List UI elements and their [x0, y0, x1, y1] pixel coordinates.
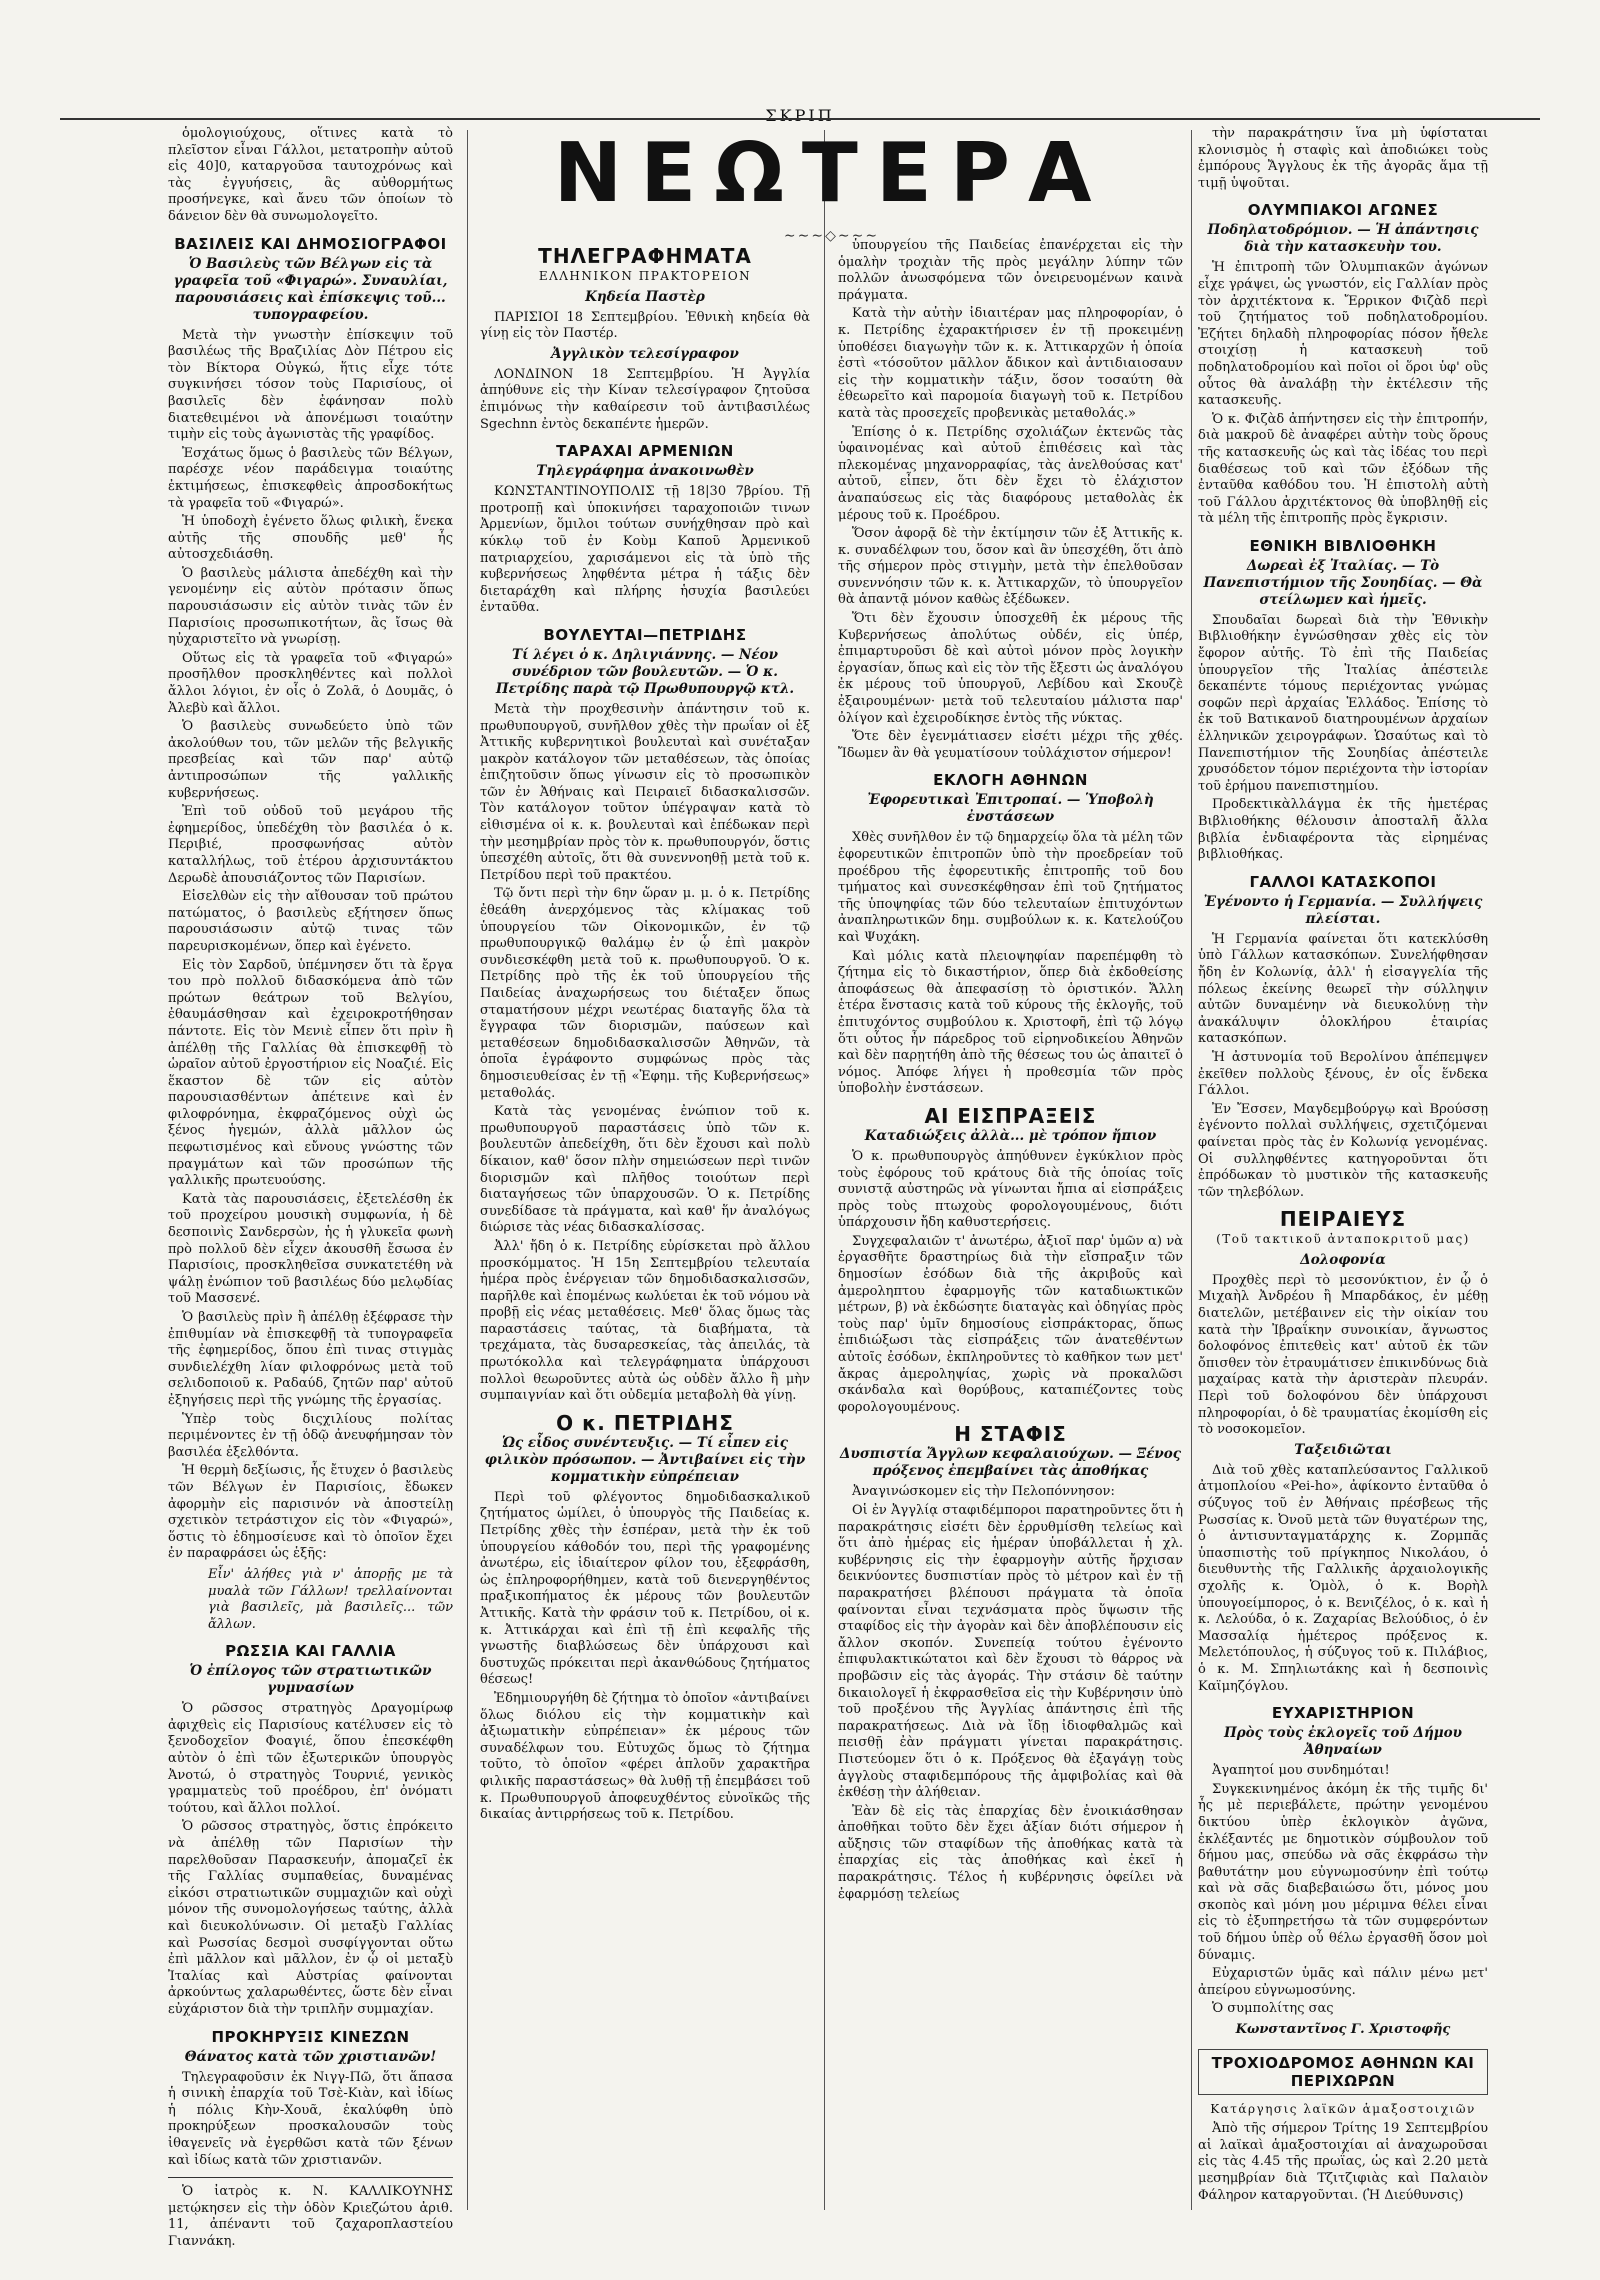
section-subtitle: Πρὸς τοὺς ἐκλογεῖς τοῦ Δήμου Ἀθηναίων	[1223, 1725, 1463, 1759]
paragraph: Κατὰ τὴν αὐτὴν ἰδιαιτέραν μας πληροφορίαν, ὁ κ. Πετρίδης ἐχαρακτήρισεν ἐν τῇ προκειμένῃ ὑποθέσει διαγωγὴν τῶν κ. κ. Ἀττικαρχῶν ἡ ὁποία ἐστὶ «τόσοῦτον μᾶλλον ἄδικον καὶ ἀντιδιαιοσαυν εἰς τὴν κομματικὴν τάξιν, ὅσον τοσαύτη θὰ ἐθεωρεῖτο καὶ παρομοία διαγωγὴ τοῦ κ. Πετρίδου κατὰ τὰς προσεχεῖς προβενικὰς μεταθολάς.»	[838, 306, 1183, 421]
paragraph: τὴν παρακράτησιν ἵνα μὴ ὑφίσταται κλονισμὸς ἡ σταφὶς καὶ ἀποδιώκει τοὺς ἐμπόρους Ἄγγλους ἐκ τῆς ἀγορᾶς ἅμα τῇ τιμῇ ὑψοῦται.	[1198, 126, 1488, 191]
paragraph: ΛΟΝΔΙΝΟΝ 18 Σεπτεμβρίου. Ἡ Ἀγγλία ἀπηύθυνε εἰς τὴν Κίναν τελεσίγραφον ζητοῦσα ἐπιμόνως τὴν καθαίρεσιν τοῦ ἀντιβασιλέως Sgechnn ἐντὸς δεκαπέντε ἡμερῶν.	[480, 366, 810, 432]
paragraph: Ἀναγινώσκομεν εἰς τὴν Πελοπόννησον:	[852, 1484, 1115, 1500]
paragraph: Συγκεκινημένος ἀκόμη ἐκ τῆς τιμῆς δι' ἧς μὲ περιεβάλετε, πρώτην γενομένου δικτύου ὑπὲρ ἐκλογικὸν ἀγῶνα, ἐκλέξαντές με δημοτικὸν σύμβουλον τοῦ δήμου μας, σπεύδω νὰ σᾶς ἐκφράσω τὴν βαθυτάτην μου εὐγνωμοσύνην ἐπὶ τούτῳ καὶ νὰ σᾶς διαβεβαιώσω ὅτι, μόνος μου σκοπὸς καὶ μόνη μου μέριμνα θέλει εἶναι εἰς τὸ ἐξυπηρετήσω τὰ τῶν συμφερόντων τοῦ δήμου ὑπὲρ οὗ θέλω ἐργασθῆ ὅσον μοὶ δύναμις.	[1198, 1781, 1488, 1963]
notice	[168, 2177, 453, 2250]
section-subtitle: Τί λέγει ὁ κ. Δηλιγιάννης. — Νέον συνέδριον τῶν βουλευτῶν. — Ὁ κ. Πετρίδης παρὰ τῷ Πρωθυπουργῷ κτλ.	[495, 646, 795, 697]
top-rule	[60, 118, 1540, 120]
item-heading: Δολοφονία	[1300, 1251, 1386, 1268]
section-title: ΒΑΣΙΛΕΙΣ ΚΑΙ ΔΗΜΟΣΙΟΓΡΑΦΟΙ	[174, 234, 447, 253]
item-heading: Ταξειδιῶται	[1294, 1441, 1392, 1458]
paragraph: Ὁ ρῶσσος στρατηγὸς Δραγομίρωφ ἀφιχθεὶς εἰς Παρισίους κατέλυσεν εἰς τὸ ξενοδοχεῖον Φοαγιέ, ὅπου ἐπεσκέφθη αὐτὸν ὁ ἐπὶ τῶν ἐξωτερικῶν ὑπουργὸς Ἀνοτώ, ὁ στρατηγὸς Τουρνιέ, γενικὸς γραμματεὺς τοῦ προέδρου, ἐπ' ὀνόματι τούτου, καὶ ἄλλοι πολλοί.	[168, 1701, 453, 1816]
paragraph: Ὁ συμπολίτης σας	[1212, 2001, 1334, 2017]
section-title: Η ΣΤΑΦΙΣ	[954, 1422, 1067, 1447]
section-subtitle: Ὁ ἐπίλογος τῶν στρατιωτικῶν γυμνασίων	[189, 1663, 432, 1697]
paragraph: Ἀπὸ τῆς σήμερον Τρίτης 19 Σεπτεμβρίου αἱ λαϊκαὶ ἁμαξοστοιχίαι αἱ ἀναχωροῦσαι εἰς τὰς 4.45 τῆς πρωΐας, ὡς καὶ 2.20 μετὰ μεσημβρίαν διὰ Τζιτζιφιὰς καὶ Παλαιὸν Φάληρον καταργοῦνται. (Ἡ Διεύθυνσις)	[1198, 2121, 1488, 2203]
section-subtitle: Ἐγένοντο ἡ Γερμανία. — Συλλήψεις πλείσται.	[1203, 893, 1483, 927]
paragraph: Κατὰ τὰς παρουσιάσεις, ἐξετελέσθη ἐκ τοῦ προχείρου μουσικὴ συμφωνία, ἡ δὲ δεσποινὶς Σανδερσὼν, ἡς ἡ γλυκεῖα φωνὴ πρὸ πολλοῦ δὲν εἶχεν ἀκουσθῆ ἔσωσα ἐν Παρισίοις, προσκληθεῖσα συνκατετέθη νὰ ψάλῃ ἐνώπιον τοῦ βασιλέως δύο μελῳδίας τοῦ Μασσενέ.	[168, 1191, 453, 1307]
paragraph: Χθὲς συνῆλθον ἐν τῷ δημαρχείῳ ὅλα τὰ μέλη τῶν ἐφορευτικῶν ἐπιτροπῶν ὑπὸ τὴν προεδρείαν τοῦ προέδρου τῆς ἐφορευτικῆς ἐπιτροπῆς τοῦ δου τμήματος καὶ συνεσκέφθησαν ἐπὶ τοῦ ζητήματος τῆς ὑποψηφίας τῶν δύο τελευταίων ἐπιτυχόντων ἀναπληρωτικῶν δημ. συμβούλων κ. κ. Κατελούζου καὶ Ψυχάκη.	[838, 830, 1183, 945]
section-subtitle: ΕΛΛΗΝΙΚΟΝ ΠΡΑΚΤΟΡΕΙΟΝ	[538, 269, 752, 283]
section-subtitle: Κατάργησις λαϊκῶν ἁμαξοστοιχιῶν	[1210, 2101, 1476, 2116]
paragraph: Καὶ μόλις κατὰ πλειοψηφίαν παρεπέμφθη τὸ ζήτημα εἰς τὸ δικαστήριον, ὅπερ διὰ ἐκδοθείσης ἀποφάσεως θὰ ἀπεφασίσῃ τὸ ὁριστικόν. Ἄλλη ἑτέρα ἔνστασις κατὰ τοῦ κύρους τῆς ἐκλογῆς, τοῦ ἐπιτυχόντος συμβούλου κ. Χριστοφῆ, ἐπὶ τῷ λόγῳ ὅτι οὗτος ἦν πάρεδρος τοῦ εἰρηνοδικείου Ἀθηνῶν καὶ δὲν παρῃτήθη ἀπὸ τῆς θέσεως του ὡς ἀπαιτεῖ ὁ νόμος. Ἀπόφε λήγει ἡ προθεσμία τῶν πρὸς ὑποβολὴν ἐνστάσεων.	[838, 948, 1183, 1097]
masthead-title: ΝΕΩΤΕΡΑ	[553, 126, 1110, 221]
section-subtitle: Τηλεγράφημα ἀνακοινωθὲν	[536, 463, 754, 480]
section-subtitle: Ὡς εἶδος συνέντευξις. — Τί εἶπεν εἰς φιλικὸν πρόσωπον. — Ἀντιβαίνει εἰς τὴν κομματικὴν εὐπρέπειαν	[484, 1434, 806, 1485]
paragraph: Ἡ ὑποδοχὴ ἐγένετο ὅλως φιλικὴ, ἕνεκα αὐτῆς τῆς σπουδῆς μεθ' ἧς αὐτοσχεδιάσθη.	[168, 514, 453, 563]
item-heading: Κηδεία Παστὲρ	[585, 288, 705, 305]
paragraph: Ἡ Γερμανία φαίνεται ὅτι κατεκλύσθη ὑπὸ Γάλλων κατασκόπων. Συνελήφθησαν ἤδη ἐν Κολωνίᾳ, ἀλλ' ἡ εἰσαγγελία τῆς πόλεως ἐκείνης θεωρεῖ τὴν σύλληψιν αὐτῶν δυναμένην νὰ διευκολύνῃ τὴν ἀνακάλυψιν ὁλοκλήρου ἑταιρίας κατασκόπων.	[1198, 931, 1488, 1047]
ornament: ∼∼∼◇∼∼∼	[783, 228, 880, 244]
paragraph: Ἐὰν δὲ εἰς τὰς ἐπαρχίας δὲν ἐνοικιάσθησαν ἀποθῆκαι τοῦτο δὲν ἔχει ἀξίαν διότι σήμερον ἡ αὔξησις τῶν σταφίδων τῆς ἀποθήκας κατὰ τὰ ἐπαρχίας εἰς τὰς ἀποθήκας καὶ ἐκεῖ ἡ παρακράτησις. Τέλος ἡ κυβέρνησις ὀφείλει νὰ ἐφαρμόσῃ τελείως	[838, 1803, 1183, 1902]
paragraph: Ὁ βασιλεὺς συνωδεύετο ὑπὸ τῶν ἀκολούθων του, τῶν μελῶν τῆς βελγικῆς πρεσβείας καὶ τῶν παρ' αὐτῷ ἀντιπροσώπων τῆς γαλλικῆς κυβερνήσεως.	[168, 719, 453, 801]
section-subtitle: Ποδηλατοδρόμιον. — Ἡ ἀπάντησις διὰ τὴν κατασκευὴν του.	[1207, 222, 1479, 256]
paragraph: ΠΑΡΙΣΙΟΙ 18 Σεπτεμβρίου. Ἐθνικὴ κηδεία θὰ γίνῃ εἰς τὸν Παστέρ.	[480, 309, 810, 342]
paragraph: ΚΩΝΣΤΑΝΤΙΝΟΥΠΟΛΙΣ τῇ 18|30 7βρίου. Τῇ προτροπῇ καὶ ὑποκινήσει ταραχοποιῶν τινων Ἀρμενίων, ὅμιλοι τούτων συνήχθησαν πρὸ καὶ κύκλῳ τοῦ ἐν Κοὺμ Καποῦ Ἀρμενικοῦ πατριαρχείου, χαρισάμενοι εἰς τὰ ὑπὸ τῆς κυβερνήσεως ληφθέντα μέτρα ἡ τάξις δὲν διεταράχθη καὶ πλήρης ἡσυχία βασιλεύει ἐνταῦθα.	[480, 484, 810, 616]
paragraph: Διὰ τοῦ χθὲς καταπλεύσαντος Γαλλικοῦ ἀτμοπλοίου «Pei-ho», ἀφίκοντο ἐνταῦθα ὁ σύζυγος τοῦ ἐν Ἀθήναις πρέσβεως τῆς Ρωσσίας κ. Ὀνοῦ μετὰ τῶν θυγατέρων της, ὁ ἀντισυνταγματάρχης κ. Ζορμπᾶς ὑπασπιστὴς τοῦ πρίγκηπος Νικολάου, ὁ διευθυντὴς τῆς Γαλλικῆς ἀρχαιολογικῆς σχολῆς κ. Ὁμὸλ, ὁ κ. Βορὴλ ὑπουγοείμπορος, ὁ κ. Βενιζέλος, ὁ κ. καὶ ἡ κ. Λελούδα, ὁ κ. Ζαχαρίας Βελούδιος, ὁ ἐν Μασσαλίᾳ ἡμέτερος πρόξενος κ. Μελετόπουλος, ἡ σύζυγος τοῦ κ. Πιλάβιος, ὁ κ. Μ. Σπηλιωτάκης καὶ ἡ δεσποινὶς Καϊμηζόγλου.	[1198, 1462, 1488, 1694]
paragraph: Προδεκτικὰλλάγμα ἐκ τῆς ἡμετέρας Βιβλιοθήκης θέλουσιν ἀποσταλῆ ἄλλα βιβλία ἐνδιαφέροντα τὰς εἰρημένας βιβλιοθήκας.	[1198, 797, 1488, 863]
section-title: Ο κ. ΠΕΤΡΙΔΗΣ	[556, 1410, 734, 1435]
section-title: ΒΟΥΛΕΥΤΑΙ—ΠΕΤΡΙΔΗΣ	[543, 625, 747, 644]
column-rule	[1191, 130, 1192, 2210]
paragraph: Ἡ ἐπιτροπὴ τῶν Ὀλυμπιακῶν ἀγώνων εἶχε γράψει, ὡς γνωστόν, εἰς Γαλλίαν πρὸς τὸν ἀρχιτέκτονα κ. Ἔρρικον Φιζὰδ περὶ τοῦ ζητήματος τοῦ ποδηλατοδρομίου. Ἐζήτει δηλαδὴ πληροφορίας πόσον ἤθελε στοιχίσῃ ἡ κατασκευὴ τοῦ ποδηλατοδρομίου καὶ ποῖοι οἱ ὅροι ὑφ' οὓς οὗτος θὰ ἀναλάβῃ τὴν ἐκτέλεσιν τῆς κατασκευῆς.	[1198, 260, 1488, 409]
paragraph: Ὅσον ἀφορᾷ δὲ τὴν ἐκτίμησιν τῶν ἐξ Ἀττικῆς κ. κ. συναδέλφων του, ὅσον καὶ ἂν ὑπεσχέθη, ὅτι ἀπὸ τῆς σήμερον πρὸς στιγμὴν, μετὰ τὴν ἐπελθοῦσαν συνεννόησιν τῶν κ. κ. Ἀττικαρχῶν, τὸ ὑπουργεῖον θὰ ἀπαντᾷ μόνον καθὼς ἐξέδωκεν.	[838, 526, 1183, 608]
item-heading: Ἀγγλικὸν τελεσίγραφον	[551, 345, 739, 362]
paragraph: Ὁ ρῶσσος στρατηγὸς, ὅστις ἐπρόκειτο νὰ ἀπέλθῃ τῶν Παρισίων τὴν παρελθοῦσαν Παρασκευήν, ἀπομαζεῖ ἐκ τῆς Γαλλίας συμπαθείας, δυναμένας εἰκόσι στρατιωτικῶν συμμαχιῶν καὶ οὐχὶ μόνον τῆς συνομολογήσεως ταύτης, ἀλλὰ καὶ διευκολύνωσιν. Οἱ μεταξὺ Γαλλίας καὶ Ρωσσίας δεσμοὶ συσφίγγονται οὕτω ἐπὶ μᾶλλον καὶ μᾶλλον, ἐν ᾧ οἱ μεταξὺ Ἰταλίας καὶ Αὐστρίας φαίνονται ἀρκούντως χαλαρωθέντες, ὥστε δὲν εἶναι εὐχάριστον διὰ τὴν τριπλῆν συμμαχίαν.	[168, 1819, 453, 2017]
paragraph: Ἐδημιουργήθη δὲ ζήτημα τὸ ὁποῖον «ἀντιβαίνει ὅλως διόλου εἰς τὴν κομματικὴν καὶ ἀξιωματικὴν εὐπρέπειαν» ἐκ μέρους τῶν συναδέλφων του. Εὐτυχῶς ὅμως τὸ ζήτημα τοῦτο, τὸ ὁποῖον «φέρει ἁπλοῦν χαρακτῆρα φιλικῆς παραστάσεως» θὰ λυθῇ τῇ ἐπεμβάσει τοῦ κ. Πρωθυπουργοῦ ἀποφευχθέντος εὐνοϊκῶς τῆς δικαίας ἀντιρρήσεως τοῦ κ. Πετρίδου.	[480, 1690, 810, 1823]
section-subtitle: Καταδιώξεις ἀλλὰ... μὲ τρόπον ἤπιον	[864, 1127, 1157, 1144]
column-1	[168, 126, 453, 2249]
section-title: ΡΩΣΣΙΑ ΚΑΙ ΓΑΛΛΙΑ	[225, 1642, 396, 1661]
signature: Κωνσταντῖνος Γ. Χριστοφῆς	[1235, 2022, 1451, 2038]
section-title: ΕΘΝΙΚΗ ΒΙΒΛΙΟΘΗΚΗ	[1249, 536, 1437, 555]
section-subtitle: Ὁ Βασιλεὺς τῶν Βέλγων εἰς τὰ γραφεῖα τοῦ «Φιγαρώ». Συναυλίαι, παρουσιάσεις καὶ ἐπίσκεψις τοῦ... τυπογραφείου.	[173, 255, 448, 323]
paragraph: Εὐχαριστῶν ὑμᾶς καὶ πάλιν μένω μετ' ἀπείρου εὐγνωμοσύνης.	[1198, 1966, 1488, 1998]
column-rule	[824, 130, 825, 2210]
paragraph: Τῷ ὄντι περὶ τὴν 6ην ὥραν μ. μ. ὁ κ. Πετρίδης ἐθεάθη ἀνερχόμενος τὰς κλίμακας τοῦ ὑπουργείου τῶν Οἰκονομικῶν, ἐν τῷ πρωθυπουργικῷ θαλάμῳ ἐν ᾧ ἐπὶ μακρὸν συνδιεσκέφθη μετὰ τοῦ κ. πρωθυπουργοῦ. Ὁ κ. Πετρίδης πρὸ τῆς ἐκ τοῦ ὑπουργείου τῆς Παιδείας ἀναχωρήσεως του διέταξεν ὅπως σταματήσουν μέχρι νεωτέρας διαταγῆς ὅλα τὰ ἔγγραφα τῶν διορισμῶν, παύσεων καὶ μεταθέσεων δημοδιδασκαλισσῶν Ἀθηνῶν, τὰ ὁποῖα ἐγράφοντο συμφώνως πρὸς τὰς δημοσιευθείσας ἐν τῇ «Ἐφημ. τῆς Κυβερνήσεως» μεταθολάς.	[480, 886, 810, 1101]
section-title: ΕΥΧΑΡΙΣΤΗΡΙΟΝ	[1271, 1704, 1415, 1723]
paragraph: Μετὰ τὴν προχθεσινὴν ἀπάντησιν τοῦ κ. πρωθυπουργοῦ, συνῆλθον χθὲς τὴν πρωΐαν οἱ ἐξ Ἀττικῆς κυβερνητικοὶ βουλευταὶ καὶ συνέταξαν μακρὸν κατάλογον τῶν μεταθέσεων, τὰς ὁποίας ἐπιζητοῦσιν ὅπως γίνωσιν εἰς τὸ προσωπικὸν τῶν ἐν Ἀθήναις καὶ Πειραιεῖ διδασκαλισσῶν. Τὸν κατάλογον τοῦτον ὑπέγραψαν κατὰ τὸ εἰθισμένα οἱ κ. κ. βουλευταὶ καὶ ἐπέδωκαν περὶ τὴν μεσημβρίαν πρὸς τὸν κ. πρωθυπουργόν, ὅστις ὑπεσχέθη αὐτοῖς, ὅτι θὰ συνεννοηθῇ μετὰ τοῦ κ. Πετρίδου περὶ τοῦ πρακτέου.	[480, 701, 810, 883]
section-subtitle: (Τοῦ τακτικοῦ ἀνταποκριτοῦ μας)	[1216, 1232, 1470, 1247]
paragraph: Περὶ τοῦ φλέγοντος δημοδιδασκαλικοῦ ζητήματος ὡμίλει, ὁ ὑπουργὸς τῆς Παιδείας κ. Πετρίδης χθὲς τὴν ἑσπέραν, μετὰ τὴν ἐκ τοῦ ὑπουργείου κάθοδόν του, περὶ τῆς γραφομένης ἀνωτέρω, εἰς ἰδιαίτερον φίλον του, ἐξεφράσθη, ὡς ἐπληροφορήθημεν, κατὰ τοῦ διενεργηθέντος πραξικοπήματος ἐκ μέρους τῶν βουλευτῶν Ἀττικῆς. Κατὰ τὴν φράσιν τοῦ κ. Πετρίδου, οἱ κ. κ. Ἀττικάρχαι καὶ ἐπὶ τῇ ἐπὶ κεφαλῆς τῆς γνωστῆς διαβλώσεως δὲν ὑπάρχουσι καὶ δυστυχῶς πρόκειται περὶ ἀκανθώδους ζητήματος θέσεως!	[480, 1489, 810, 1688]
paragraph: ὁμολογιούχους, οἵτινες κατὰ τὸ πλεῖστον εἶναι Γάλλοι, μετατροπὴν αὐτοῦ εἰς 40]0, καταργοῦσα ταυτοχρόνως καὶ τὰς ἐγγυήσεις, ἃς αὐθορμήτως προσήνεγκε, καὶ ἄνευ τῶν ὁποίων τὸ δάνειον δὲν θὰ συνωμολογεῖτο.	[168, 126, 453, 224]
paragraph: Ἐπὶ τοῦ οὐδοῦ τοῦ μεγάρου τῆς ἐφημερίδος, ὑπεδέχθη τὸν βασιλέα ὁ κ. Περιβιέ, προσφωνήσας αὐτὸν καταλλήλως, τοῦ ἑτέρου ἀρχισυντάκτου Δερωδὲ ἀπουσιάζοντος τῶν Παρισίων.	[168, 804, 453, 886]
section-title: ΑΙ ΕΙΣΠΡΑΞΕΙΣ	[924, 1103, 1097, 1128]
section-title: ΠΡΟΚΗΡΥΞΙΣ ΚΙΝΕΖΩΝ	[211, 2027, 410, 2046]
section-subtitle: Δωρεαὶ ἐξ Ἰταλίας. — Τὸ Πανεπιστήμιον τῆς Σουηδίας. — Θὰ στείλωμεν καὶ ἡμεῖς.	[1203, 557, 1483, 608]
paragraph: Ὁ κ. Φιζὰδ ἀπήντησεν εἰς τὴν ἐπιτροπήν, διὰ μακροῦ δὲ ἀναφέρει αὐτὴν τοὺς ὅρους τῆς κατασκευῆς ὡς καὶ τὰς ἰδέας του περὶ διαθέσεως τοῦ καὶ τῶν ἐξόδων τῆς ἐνταῦθα καθόδου του. Ἡ ἐπιστολὴ αὐτὴ τοῦ Γάλλου ἀρχιτέκτονος θὰ ὑποβληθῇ εἰς τὰ μέλη τῆς ἐπιτροπῆς πρὸς ἔγκρισιν.	[1198, 411, 1488, 527]
paragraph: ὑπουργείου τῆς Παιδείας ἐπανέρχεται εἰς τὴν ὁμαλὴν τροχιὰν τῆς πρὸς μεγάλην λύπην τῶν πολλῶν ἀνωσφόμενα τῶν ὀνειρευομένων καινὰ πράγματα.	[838, 238, 1183, 303]
paragraph: Ὁ βασιλεὺς πρὶν ἢ ἀπέλθῃ ἐξέφρασε τὴν ἐπιθυμίαν νὰ ἐπισκεφθῇ τὰ τυπογραφεῖα τῆς ἐφημερίδος, ὅπου ἐπὶ τινας στιγμὰς συνδιελέχθη λίαν φιλοφρόνως μετὰ τοῦ σελιδοποιοῦ κ. Ραδαύδ, ζητῶν παρ' αὐτοῦ ἐξηγήσεις περὶ τῆς γνώμης τῆς ἐργασίας.	[168, 1310, 453, 1408]
paragraph: Ὅτι δὲν ἔχουσιν ὑποσχεθῆ ἐκ μέρους τῆς Κυβερνήσεως ἀπολύτως οὐδέν, εἰς ὑπέρ, ἐπιμαρτυροῦσι δὲ καὶ αὐτοὶ μόνον πρὸς λογικὴν ἐργασίαν, ὅπως καὶ εἰς τὸν τῆς ἔξεστι ὡς ἀναλόγου ἐκ μέρους τοῦ ὑπουργοῦ, Λεβίδου καὶ Σκουζὲ ἐξαιρουμένων· μετὰ τοῦ τελευταίου μάλιστα παρ' ὀλίγον καὶ ἐχειροδίκησε ἐντὸς τῆς νύκτας.	[838, 611, 1183, 726]
column-4	[1198, 126, 1488, 2236]
running-head: ΣΚΡΙΠ	[765, 106, 835, 125]
paragraph: Εἰσελθὼν εἰς τὴν αἴθουσαν τοῦ πρώτου πατώματος, ὁ βασιλεὺς εξήτησεν ὅπως παρουσιάσωσιν αὐτῷ τινας τῶν παρευρισκομένων, ὅπερ καὶ ἐγένετο.	[168, 889, 453, 954]
masthead-block	[480, 126, 1183, 254]
section-title: ΤΡΟΧΙΟΔΡΟΜΟΣ ΑΘΗΝΩΝ ΚΑΙ ΠΕΡΙΧΩΡΩΝ	[1198, 2049, 1488, 2095]
paragraph: Ἀλλ' ἤδη ὁ κ. Πετρίδης εὑρίσκεται πρὸ ἄλλου προσκόμματος. Ἡ 15η Σεπτεμβρίου τελευταία ἡμέρα πρὸς ἐνέργειαν τῶν δημοδιδασκαλισσῶν, παρῆλθε καὶ ἐπομένως κωλύεται ἐκ τοῦ νόμου νὰ προβῇ εἰς νέας μεταθέσεις. Μεθ' ὅλας ὅμως τὰς παραστάσεις ταύτας, τὰ διαβήματα, τὰ τρεχάματα, τὰς δυσαρεσκείας, τὰς ἀπειλάς, τὰ πρωτόκολλα καὶ τελεγράφηματα ὑπάρχουσι πολλοὶ θεωροῦντες αὐτὰ ὡς οὐδὲν ἄλλο ἢ μὴν συμπαιγνίαν καὶ ὅτι οὐδεμία μεταβολὴ θὰ γίνῃ.	[480, 1238, 810, 1404]
paragraph: Τηλεγραφοῦσιν ἐκ Νιγγ-Πῶ, ὅτι ἅπασα ἡ σινικὴ ἐπαρχία τοῦ Τσὲ-Κιὰν, καὶ ἰδίως ἡ πόλις Κὴν-Χουᾶ, ἐκαλύφθη ὑπὸ προκηρύξεων προσκαλουσῶν τοὺς ἰθαγενεῖς νὰ ἐγερθῶσι κατὰ τῶν ξένων καὶ ἰδίως κατὰ τῶν χριστιανῶν.	[168, 2069, 453, 2168]
paragraph: Ὁ βασιλεὺς μάλιστα ἀπεδέχθη καὶ τὴν γενομένην εἰς αὐτὸν πρότασιν ὅπως παρουσιάσωσιν εἰς αὐτὸν τινὰς τῶν ἐν Παρισίοις προσωπικοτήτων, ἃς ἴσως θὰ ηὐχαριστεῖτο νὰ γνωρίσῃ.	[168, 565, 453, 648]
paragraph: Ὑπὲρ τοὺς διςχιλίους πολίτας περιμένοντες ἐν τῇ ὁδῷ ἀνευφήμησαν τὸν βασιλέα ἐξελθόντα.	[168, 1411, 453, 1460]
paragraph: Ἀγαπητοί μου συνδημόται!	[1212, 1763, 1390, 1779]
notice-text: Ὁ ἰατρὸς κ. Ν. ΚΑΛΛΙΚΟΥΝΗΣ μετῴκησεν εἰς τὴν ὁδὸν Κριεζώτου ἀριθ. 11, ἀπέναντι τοῦ ζαχαροπλαστείου Γιαννάκη.	[168, 2184, 453, 2249]
section-title: ΕΚΛΟΓΗ ΑΘΗΝΩΝ	[933, 771, 1088, 790]
paragraph: Προχθὲς περὶ τὸ μεσονύκτιον, ἐν ᾧ ὁ Μιχαὴλ Ἀνδρέου ἢ Μπαρδάκος, ἐν μέθῃ διατελῶν, μετέβαινεν εἰς τὴν οἰκίαν του κατὰ τὴν Ἰβραΐκην συνοικίαν, ἄγνωστος δολοφόνος ἐπιτεθεὶς κατ' αὐτοῦ ἐκ τῶν ὄπισθεν τὸν ἐτραυμάτισεν ἐπικινδύνως διὰ μαχαίρας κατὰ τὴν ἀριστερὰν πλευράν. Περὶ τοῦ δολοφόνου δὲν ὑπάρχουσι πληροφορίαι, ὁ δὲ τραυματίας ἐκομίσθη εἰς τὸ νοσοκομεῖον.	[1198, 1272, 1488, 1438]
section-title: ΠΕΙΡΑΙΕΥΣ	[1279, 1207, 1407, 1232]
verse: Εἶν' ἀλήθες γιὰ ν' ἀπορῇς με τὰ μυαλὰ τῶν Γάλλων! τρελλαίνονται γιὰ βασιλεῖς, μὰ βασιλεῖς... τῶν ἄλλων.	[208, 1566, 453, 1632]
column-rule	[467, 130, 468, 2210]
paragraph: Ἡ ἀστυνομία τοῦ Βερολίνου ἀπέπεμψεν ἐκεῖθεν πολλοὺς ξένους, ἐν οἷς ἕνδεκα Γάλλοι.	[1198, 1049, 1488, 1099]
paragraph: Κατὰ τὰς γενομένας ἐνώπιον τοῦ κ. πρωθυπουργοῦ παραστάσεις ὑπὸ τῶν κ. βουλευτῶν ἀπεδείχθη, ὅτι δὲν ἔχουσι καὶ πολὺ δίκαιον, καθ' ὅσον πλὴν σημειώσεων περὶ τινῶν διορισμῶν καὶ πλῆθος τοιούτων περὶ διαταγήσεως τῶν ὑπαρχουσῶν. Ὁ κ. Πετρίδης συνεδίδασε τὰ πράγματα, καὶ καθ' ἥν ἀναλόγως διώρισε τὰς νέας διδασκαλίσσας.	[480, 1104, 810, 1236]
column-2	[480, 238, 810, 2236]
column-3	[838, 238, 1183, 2236]
section-title: ΤΑΡΑΧΑΙ ΑΡΜΕΝΙΩΝ	[556, 442, 734, 461]
paragraph: Οἱ ἐν Ἀγγλίᾳ σταφιδέμποροι παρατηροῦντες ὅτι ἡ παρακράτησις εἰσέτι δὲν ἐρρυθμίσθη τελείως καὶ ὅτι ἀπὸ ἡμέρας εἰς ἡμέραν ὑποβάλλεται ἡ χλ. κυβέρνησις εἰς τὴν ἐφαρμογὴν αὐτῆς ἤρχισαν δεικνύοντες δυσπιστίαν πρὸς τὸ μέτρον καὶ ἐν τῇ παρακρατήσει βλέπουσι πράγματα τὰ ὁποῖα φαίνονται εἶναι τεχνάσματα πρὸς ὕψωσιν τῆς σταφίδος εἰς τὴν ἀγορὰν καὶ δὲν ἀποβλέπουσιν εἰς ἄλλον σκοπόν. Συνεπείᾳ τούτου ἐγένοντο ἐπιφυλακτικώτατοι καὶ δὲν ἔχουσι τὸ θάρρος νὰ προβῶσιν εἰς τὰς ἀγοράς. Τὴν στάσιν δὲ ταύτην δικαιολογεῖ ἡ ἐκφρασθεῖσα εἰς τὴν Κυβέρνησιν ὑπὸ τοῦ προξένου τῆς Ἀγγλίας ἀπάντησις ἐπὶ τῆς παρακρατήσεως. Διὰ νὰ ἴδῃ ἰδιοφθαλμῶς καὶ πεισθῇ ἐὰν πράγματι γίνεται παρακράτησις. Πιστεύομεν ὅτι ὁ κ. Πρόξενος θὰ ἐξαγάγῃ τοὺς ἀγγλοὺς σταφιδεμπόρους τῆς ἀμφιβολίας καὶ θὰ ἐκθέσῃ τὴν ἀλήθειαν.	[838, 1503, 1183, 1801]
paragraph: Σπουδαῖαι δωρεαὶ διὰ τὴν Ἐθνικὴν Βιβλιοθήκην ἐγνώσθησαν χθὲς εἰς τὸν ἔφορον αὐτῆς. Τὸ ἐπὶ τῆς Παιδείας ὑπουργεῖον τῆς Ἰταλίας ἀπέστειλε δεκαπέντε τόμους περιέχοντας γνώμας σοφῶν περὶ ἀρχαίας Ἑλλάδος. Ἐπίσης τὸ ἐκ τοῦ Βατικανοῦ διατηρουμένων ἀρχαίων ἑλληνικῶν χειρογράφων. Ὡσαύτως καὶ τὸ Πανεπιστήμιον τῆς Σουηδίας ἀπέστειλε χρυσόδετον τόμον περιέχοντα τὴν ἱστορίαν τοῦ ἐρήμου πανεπιστημίου.	[1198, 612, 1488, 794]
section-subtitle: Ἐφορευτικαὶ Ἐπιτροπαί. — Ὑποβολὴ ἐνστάσεων	[867, 792, 1154, 826]
paragraph: Ἐσχάτως ὅμως ὁ βασιλεὺς τῶν Βέλγων, παρέσχε νέον παράδειγμα τοιαύτης ἐκτιμήσεως, ἐπισκεφθεὶς ἀπροσδοκήτως τὰ γραφεῖα τοῦ «Φιγαρώ».	[168, 445, 453, 511]
paragraph: Ἡ θερμὴ δεξίωσις, ἧς ἔτυχεν ὁ βασιλεὺς τῶν Βέλγων ἐν Παρισίοις, ἔδωκεν ἀφορμὴν εἰς παρισινόν νὰ ἀποστείλῃ σχετικὸν τετράστιχον εἰς τὸν «Φιγαρώ», ὅστις τὸ ἐδημοσίευσε καὶ τὸ ὁποῖον ἔχει ἐν παραφράσει ὡς ἑξῆς:	[168, 1463, 453, 1562]
paragraph: Ἐπίσης ὁ κ. Πετρίδης σχολιάζων ἐκτενῶς τὰς ὑφαινομένας καὶ αὐτοῦ ἐπιθέσεις καὶ τὰς πλεκομένας μηχανορραφίας, τὰς ἀνελθούσας κατ' αὐτοῦ, εἶπεν, ὅτι δὲν ἔχει τὸ ἐλάχιστον ἀναπαύσεως εἰς τὰς διαφόρους μεταθολὰς ἐκ μέρους τοῦ κ. Προέδρου.	[838, 424, 1183, 523]
paragraph: Συγχεφαλαιῶν τ' ἀνωτέρω, ἀξιοῖ παρ' ὑμῶν α) νὰ ἐργασθῆτε δραστηρίως διὰ τὴν εἴσπραξιν τῶν δημοσίων ἐσόδων διὰ τῆς ἀκριβοῦς καὶ ἀμεροληπτου ἐφαρμογῆς τῶν καταδιωκτικῶν μέτρων, β) νὰ ἐκδώσητε διαταγὰς καὶ ὁδηγίας πρὸς τοὺς παρ' ὑμῖν δημοσίους εἰσπράκτορας, ὅπως ἐπιδιώξωσι τὰς εἰσπράξεις τῶν ἀνατεθέντων αὐτοῖς ἐσόδων, ἐκπληροῦντες τὸ καθῆκον των μετ' ἄκρας ἀμεροληψίας, χωρὶς νὰ προκαλῶσι σκάνδαλα καὶ θορύβους, καταπιέζοντες τοὺς φορολογουμένους.	[838, 1233, 1183, 1415]
section-subtitle: Δυσπιστία Ἄγγλων κεφαλαιούχων. — Ξένος πρόξενος ἐπεμβαίνει τὰς ἀποθήκας	[840, 1446, 1181, 1480]
paragraph: Ὁ κ. πρωθυπουργὸς ἀπηύθυνεν ἐγκύκλιον πρὸς τοὺς ἐφόρους τοῦ κράτους διὰ τῆς ὁποίας τοῖς συνιστᾷ αὐστηρῶς νὰ γίνωνται ἤπια αἱ εἰσπράξεις πρὸς τοὺς πτωχοὺς φορολογουμένους, διότι ὑπάρχουσιν ἤδη καθυστερήσεις.	[838, 1148, 1183, 1231]
paragraph: Ὅτε δὲν ἐγενμάτιασεν εἰσέτι μέχρι τῆς χθές. Ἴδωμεν ἂν θὰ γευματίσουν τοὐλάχιστον σήμερον!	[838, 729, 1183, 761]
paragraph: Οὕτως εἰς τὰ γραφεῖα τοῦ «Φιγαρώ» προσῆλθον προσκληθέντες καὶ πολλοὶ ἄλλοι λόγιοι, ἐν οἷς ὁ Ζολᾶ, ὁ Δουμᾶς, ὁ Ἀλεβὺ καὶ ἄλλοι.	[168, 650, 453, 716]
section-title: ΤΗΛΕΓΡΑΦΗΜΑΤΑ	[538, 244, 752, 268]
paragraph: Ἐν Ἔσσεν, Μαγδεμβούργῳ καὶ Βρούσσῃ ἐγένοντο πολλαὶ συλλήψεις, σχετιζόμεναι φαίνεται πρὸς τὰς ἐν Κολωνίᾳ γενομένας. Οἱ συλληφθέντες κατηγοροῦνται ὅτι ἐπρόδωκαν τὸ μυστικὸν τῆς κατασκευῆς τῶν τηλεβόλων.	[1198, 1101, 1488, 1200]
paragraph: Εἰς τὸν Σαρδοῦ, ὑπέμνησεν ὅτι τὰ ἔργα του πρὸ πολλοῦ διδασκόμενα ἀπὸ τῶν πρώτων θεάτρων τοῦ Βελγίου, ἐθαυμάσθησαν καὶ ἐχειροκροτήθησαν πάντοτε. Εἰς τὸν Μενιὲ εἶπεν ὅτι πρὶν ἢ ἀπέλθῃ τῆς Γαλλίας θὰ ἐπισκεφθῇ τὸ ὡραῖον αὐτοῦ ἐργοστήριον εἰς Νοαζιέ. Εἰς ἕκαστον δὲ τῶν εἰς αὐτὸν παρουσιασθέντων ἀπέτεινε καὶ ἐν φιλοφρόνημα, ἐκφραζόμενος οὐχὶ ὡς ξένος ἡγεμών, ἀλλὰ μᾶλλον ὡς πεφωτισμένος καὶ εὔνους γνώστης τῶν πραγμάτων καὶ τῶν προσώπων τῆς γαλλικῆς πρωτευούσης.	[168, 957, 453, 1189]
section-subtitle: Θάνατος κατὰ τῶν χριστιανῶν!	[184, 2048, 437, 2065]
section-title: ΓΑΛΛΟΙ ΚΑΤΑΣΚΟΠΟΙ	[1249, 872, 1437, 891]
section-title: ΟΛΥΜΠΙΑΚΟΙ ΑΓΩΝΕΣ	[1247, 201, 1439, 220]
paragraph: Μετὰ τὴν γνωστὴν ἐπίσκεψιν τοῦ βασιλέως τῆς Βραζιλίας Δὸν Πέτρου εἰς τὸν Βίκτορα Οὐγκώ, ἥτις εἶχε τότε συγκινήσει τόσον τοὺς Παρισίους, οἱ βασιλεῖς δὲν ἐφάνησαν πολὺ διατεθειμένοι νὰ ἀπονέμωσι τοιαύτην τιμὴν εἰς τοὺς ἀγωνιστὰς τῆς γραφίδος.	[168, 327, 453, 443]
